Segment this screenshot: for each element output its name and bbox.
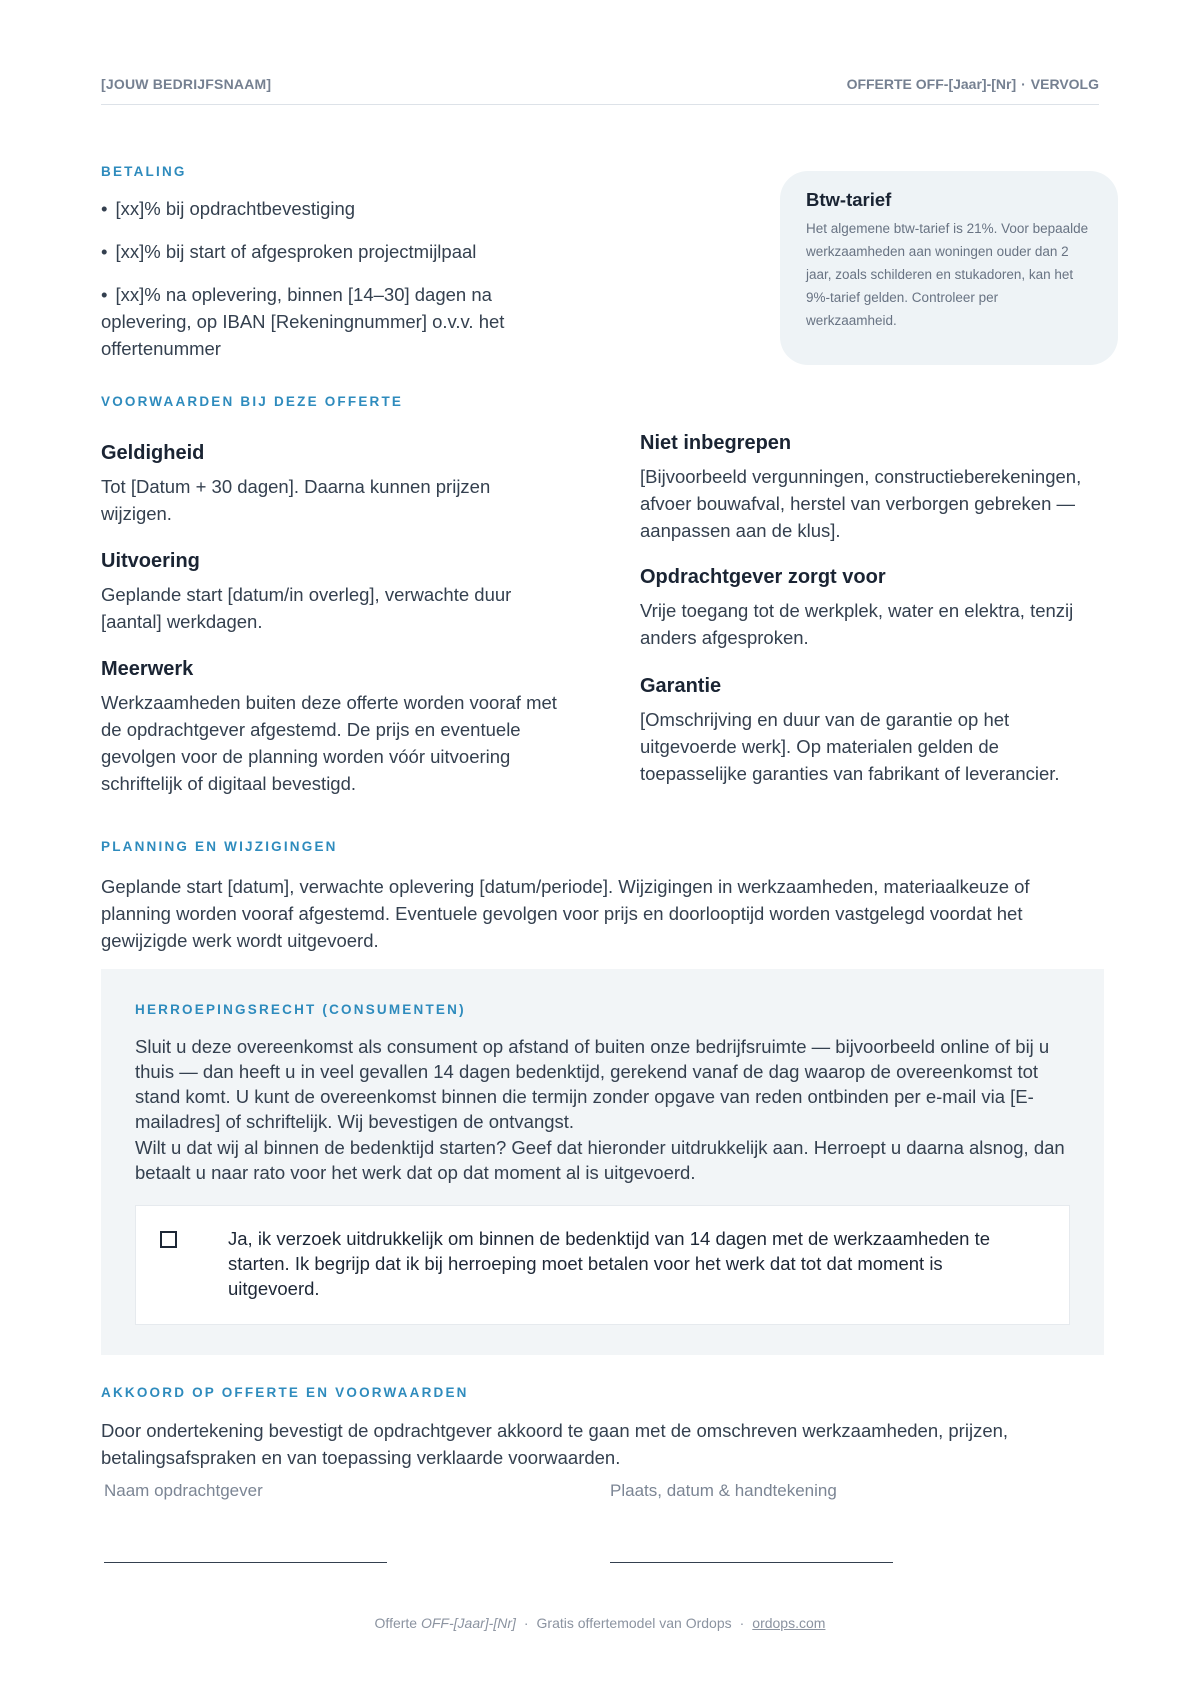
execution-title: Uitvoering — [101, 550, 200, 572]
validity-block — [101, 442, 561, 527]
ordops-link[interactable]: ordops.com — [752, 1615, 826, 1631]
consent-checkbox[interactable] — [160, 1231, 177, 1248]
header-separator: · — [1021, 76, 1026, 92]
quote-number: OFFERTE OFF-[Jaar]-[Nr] — [846, 76, 1017, 92]
validity-text: Tot [Datum + 30 dagen]. Daarna kunnen prijzen wijzigen. — [101, 476, 491, 524]
vat-info-text: Het algemene btw-tarief is 21%. Voor bepaalde werkzaamheden aan woningen ouder dan 2 jaar, zoals schilderen en stukadoren, kan het 9%-tarief gelden. Controleer per werkzaamheid. — [806, 221, 1089, 328]
planning-text: Geplande start [datum], verwachte oplevering [datum/periode]. Wijzigingen in werkzaamheden, materiaalkeuze of planning worden vooraf afgestemd. Eventuele gevolgen voor prijs en doorlooptijd worden vastgelegd voordat het gewijzigde werk wordt uitgevoerd. — [101, 876, 1030, 951]
withdrawal-start-text: Wilt u dat wij al binnen de bedenktijd starten? Geef dat hieronder uitdrukkelijk aan. Herroept u daarna alsnog, dan betaalt u naar rato voor het werk dat op dat moment al is uitgevoerd. — [135, 1137, 1065, 1183]
client-provides-title: Opdrachtgever zorgt voor — [640, 566, 886, 588]
client-name-line[interactable] — [104, 1562, 387, 1563]
client-provides-block — [640, 566, 1100, 651]
consent-box — [135, 1205, 1070, 1325]
agreement-text: Door ondertekening bevestigt de opdrachtgever akkoord te gaan met de omschreven werkzaamheden, prijzen, betalingsafspraken en van toepassing verklaarde voorwaarden. — [101, 1420, 1009, 1468]
page-header — [101, 76, 1099, 105]
footer-separator: · — [739, 1615, 745, 1631]
vat-info-box — [780, 171, 1118, 365]
payment-item-text: [xx]% bij opdrachtbevestiging — [115, 198, 356, 219]
extra-work-block — [101, 658, 561, 797]
bullet-icon: • — [101, 284, 108, 305]
place-date-signature-label: Plaats, datum & handtekening — [610, 1481, 837, 1500]
payment-section-label: BETALING — [101, 164, 187, 179]
extra-work-title: Meerwerk — [101, 658, 194, 680]
withdrawal-box — [101, 969, 1104, 1355]
warranty-block — [640, 675, 1100, 787]
withdrawal-text: Sluit u deze overeenkomst als consument op afstand of buiten onze bedrijfsruimte — bijvoorbeeld online of bij u thuis — dan heeft u in veel gevallen 14 dagen bedenktijd, gerekend vanaf de dag waarop de overeenkomst tot stand komt. U kunt de overeenkomst binnen die termijn zonder opgave van reden ontbinden per e-mail via [E-mailadres] of schriftelijk. Wij bevestigen de ontvangst. — [135, 1036, 1050, 1132]
client-name-label: Naam opdrachtgever — [104, 1481, 263, 1500]
execution-block — [101, 550, 561, 635]
warranty-title: Garantie — [640, 675, 722, 697]
bullet-icon: • — [101, 198, 108, 219]
footer-quote-ref: OFF-[Jaar]-[Nr] — [420, 1615, 516, 1631]
bullet-icon: • — [101, 241, 108, 262]
client-provides-text: Vrije toegang tot de werkplek, water en elektra, tenzij anders afgesproken. — [640, 600, 1074, 648]
warranty-text: [Omschrijving en duur van de garantie op het uitgevoerde werk]. Op materialen gelden de toepasselijke garanties van fabrikant of leverancier. — [640, 709, 1060, 784]
validity-title: Geldigheid — [101, 442, 205, 464]
payment-item-text: [xx]% na oplevering, binnen [14–30] dagen na oplevering, op IBAN [Rekeningnummer] o.v.v. het offertenummer — [101, 284, 505, 359]
signature-line[interactable] — [610, 1562, 893, 1563]
payment-item — [101, 195, 571, 222]
excluded-title: Niet inbegrepen — [640, 432, 792, 454]
agreement-section-label: AKKOORD OP OFFERTE EN VOORWAARDEN — [101, 1385, 469, 1400]
continuation-label: VERVOLG — [1030, 76, 1099, 92]
page-footer — [0, 1615, 1200, 1631]
extra-work-text: Werkzaamheden buiten deze offerte worden vooraf met de opdrachtgever afgestemd. De prijs en eventuele gevolgen voor de planning worden vóór uitvoering schriftelijk of digitaal bevestigd. — [101, 692, 557, 794]
footer-model-text: Gratis offertemodel van Ordops — [536, 1615, 732, 1631]
planning-section-label: PLANNING EN WIJZIGINGEN — [101, 839, 338, 854]
company-name: [JOUW BEDRIJFSNAAM] — [101, 76, 272, 92]
excluded-text: [Bijvoorbeeld vergunningen, constructieberekeningen, afvoer bouwafval, herstel van verborgen gebreken — aanpassen aan de klus]. — [640, 466, 1082, 541]
vat-info-title: Btw-tarief — [806, 189, 892, 210]
footer-separator: · — [523, 1615, 529, 1631]
consent-text: Ja, ik verzoek uitdrukkelijk om binnen de bedenktijd van 14 dagen met de werkzaamheden te starten. Ik begrijp dat ik bij herroeping moet betalen voor het werk dat tot dat moment is uitgevoerd. — [228, 1228, 991, 1299]
payment-item-text: [xx]% bij start of afgesproken projectmijlpaal — [115, 241, 477, 262]
payment-list — [101, 195, 571, 378]
withdrawal-section-label: HERROEPINGSRECHT (CONSUMENTEN) — [135, 1002, 466, 1017]
execution-text: Geplande start [datum/in overleg], verwachte duur [aantal] werkdagen. — [101, 584, 512, 632]
footer-prefix: Offerte — [374, 1615, 418, 1631]
conditions-section-label: VOORWAARDEN BIJ DEZE OFFERTE — [101, 394, 404, 409]
payment-item — [101, 281, 571, 362]
excluded-block — [640, 432, 1100, 544]
quote-reference — [847, 76, 1099, 92]
payment-item — [101, 238, 571, 265]
